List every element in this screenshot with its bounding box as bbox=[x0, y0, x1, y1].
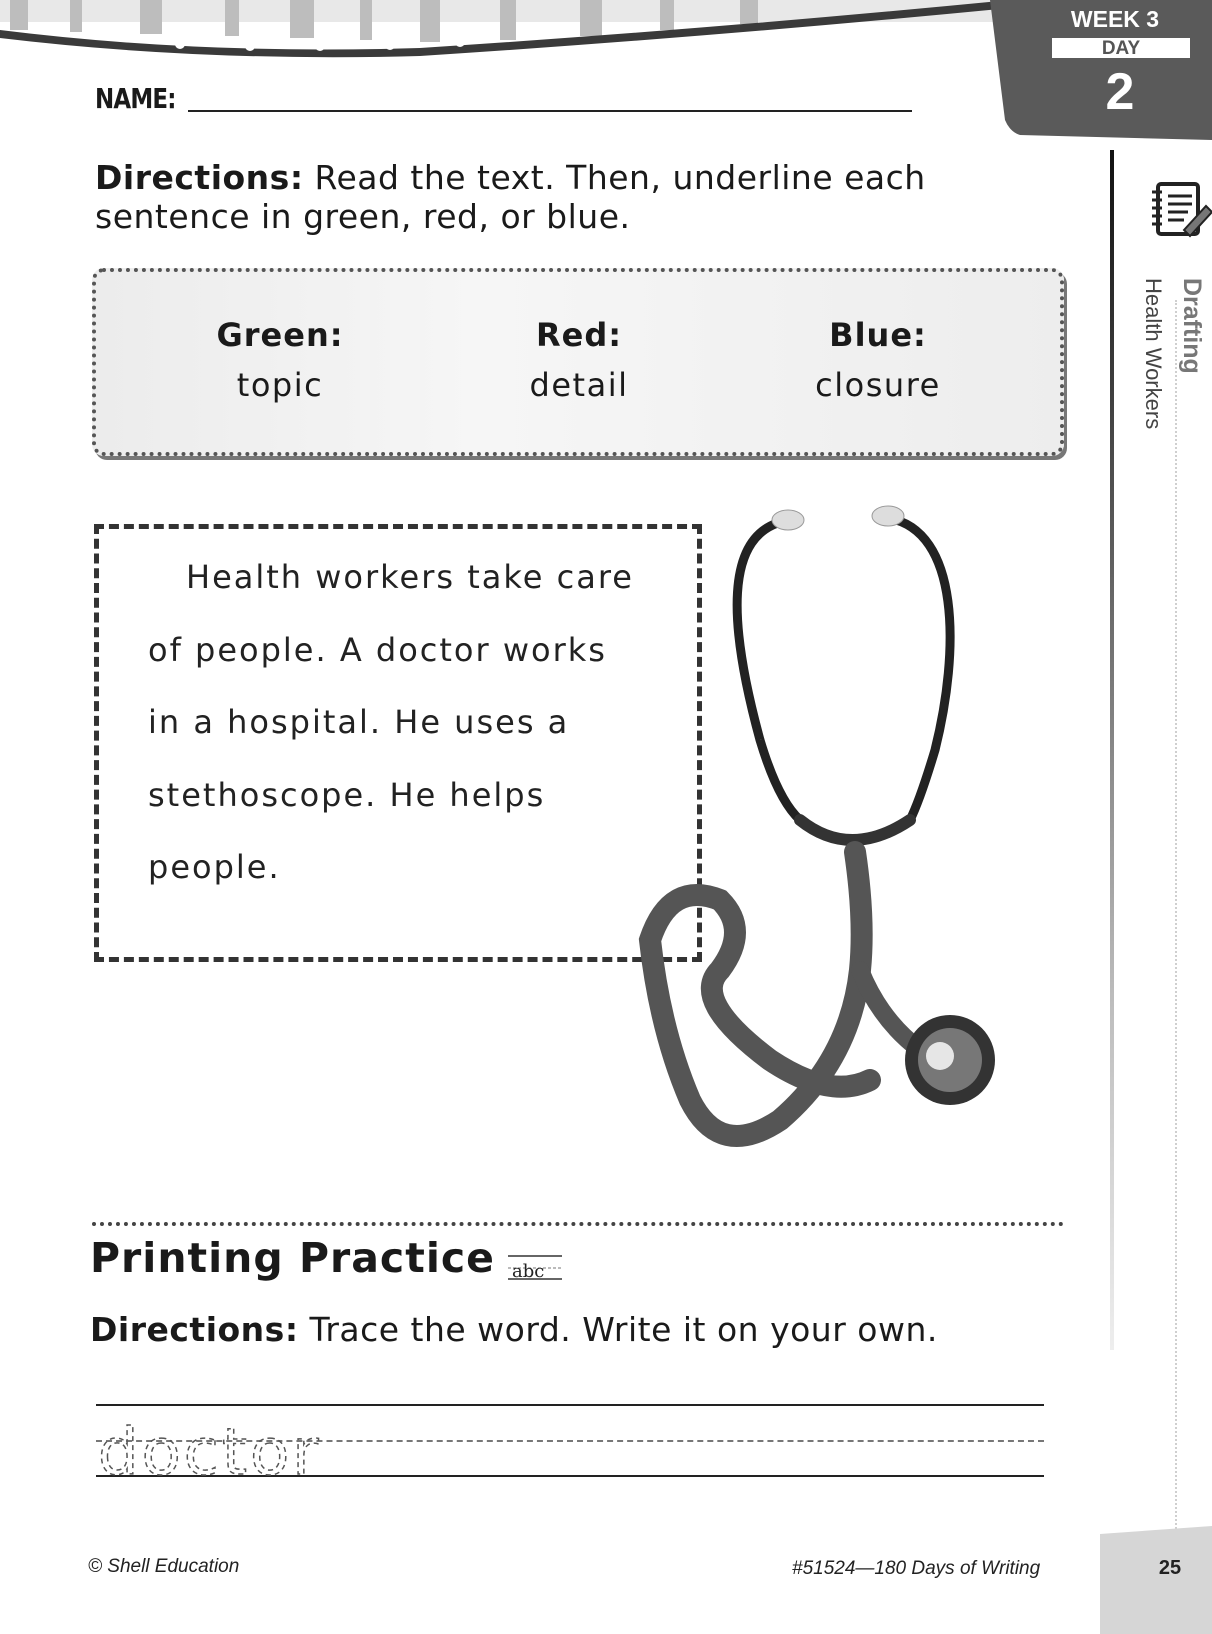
key-red bbox=[449, 316, 709, 404]
day-number: 2 bbox=[1105, 63, 1135, 121]
svg-text:abc: abc bbox=[512, 1261, 545, 1282]
page-number: 25 bbox=[1158, 1557, 1182, 1579]
printing-practice-title: Printing Practice bbox=[90, 1234, 495, 1282]
topic-label: Health Workers bbox=[1141, 278, 1166, 430]
section-separator bbox=[92, 1222, 1064, 1226]
write-area[interactable] bbox=[356, 1404, 1044, 1476]
key-description: topic bbox=[236, 366, 324, 404]
directions bbox=[95, 158, 955, 236]
key-green bbox=[150, 316, 410, 404]
stethoscope-image bbox=[620, 500, 1020, 1180]
week-label: WEEK 3 bbox=[1070, 6, 1160, 32]
key-title: Green: bbox=[216, 316, 344, 354]
trace-word[interactable] bbox=[96, 1404, 356, 1478]
svg-text:doctor: doctor bbox=[98, 1416, 322, 1478]
passage-line: of people. A doctor works bbox=[148, 631, 607, 669]
key-title: Red: bbox=[535, 316, 623, 354]
name-label: NAME: bbox=[95, 82, 176, 115]
passage-line: people. bbox=[148, 848, 281, 886]
abc-handwriting-icon bbox=[508, 1252, 562, 1282]
page-number-tab bbox=[1100, 1526, 1212, 1634]
side-dotted-line bbox=[1175, 300, 1177, 1540]
directions-text: Read the text. Then, underline each sentence in green, red, or blue. bbox=[95, 158, 926, 236]
book-title: #51524—180 Days of Writing bbox=[792, 1558, 1041, 1579]
key-title: Blue: bbox=[829, 316, 927, 354]
key-description: detail bbox=[529, 366, 629, 404]
directions-label: Directions: bbox=[90, 1310, 299, 1349]
passage-line: in a hospital. He uses a bbox=[148, 703, 570, 741]
passage-line: stethoscope. He helps bbox=[148, 776, 546, 814]
copyright: © Shell Education bbox=[88, 1556, 240, 1577]
directions-text: Trace the word. Write it on your own. bbox=[298, 1310, 938, 1349]
top-decorative-banner bbox=[0, 0, 1010, 60]
notepad-pencil-icon bbox=[1148, 178, 1212, 242]
day-label: DAY bbox=[1052, 38, 1190, 58]
passage-line: Health workers take care bbox=[186, 558, 634, 596]
name-field[interactable] bbox=[188, 110, 912, 112]
side-rule bbox=[1110, 150, 1114, 1350]
directions-label: Directions: bbox=[95, 158, 304, 197]
key-description: closure bbox=[815, 366, 941, 404]
printing-directions bbox=[90, 1310, 938, 1349]
section-label: Drafting bbox=[1178, 278, 1206, 374]
key-blue bbox=[748, 316, 1008, 404]
